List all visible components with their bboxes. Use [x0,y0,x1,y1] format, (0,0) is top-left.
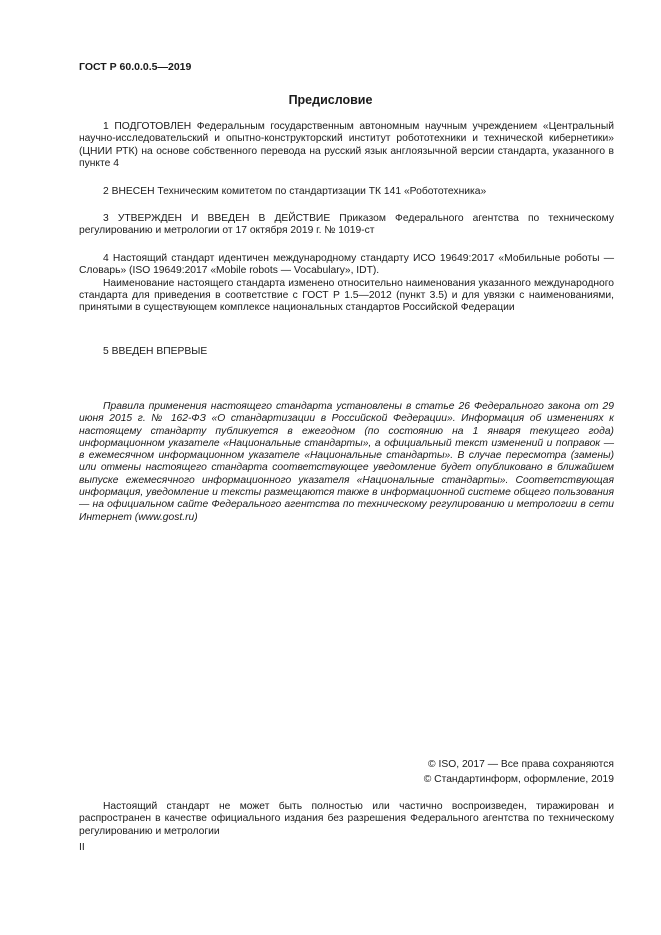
page-number: II [79,842,85,853]
section-1-text: 1 ПОДГОТОВЛЕН Федеральным государственным автономным научным учреждением «Центральный научно-исследовательский и опытно-конструкторский институт робототехники и технической кибернетики» (ЦНИИ РТК) на основе собственного перевода на русский язык англоязычной версии стандарта, указанного в пункте 4 [79,121,614,169]
page-title: Предисловие [288,93,373,107]
section-3-text: 3 УТВЕРЖДЕН И ВВЕДЕН В ДЕЙСТВИЕ Приказом Федерального агентства по техническому регулированию и метрологии от 17 октября 2019 г. № 1019-ст [79,213,614,237]
section-5-text: 5 ВВЕДЕН ВПЕРВЫЕ [103,346,208,357]
section-2 [79,186,614,198]
application-rules-text: Правила применения настоящего стандарта установлены в статье 26 Федерального закона от 29 июня 2015 г. № 162-ФЗ «О стандартизации в Российской Федерации». Информация об изменениях к настоящему стандарту публикуется в ежегодном (по состоянию на 1 января текущего года) информационном указателе «Национальные стандарты», а официальный текст изменений и поправок — в ежемесячном информационном указателе «Национальные стандарты». В случае пересмотра (замены) или отмены настоящего стандарта соответствующее уведомление будет опубликовано в ближайшем выпуске ежемесячного информационного указателя «Национальные стандарты». Соответствующая информация, уведомление и тексты размещаются также в информационной системе общего пользования — на официальном сайте Федерального агентства по техническому регулированию и метрологии в сети Интернет (www.gost.ru) [79,401,614,523]
section-2-text: 2 ВНЕСЕН Техническим комитетом по стандартизации ТК 141 «Робототехника» [103,186,487,197]
document-header: ГОСТ Р 60.0.0.5—2019 [79,61,192,73]
copyright-iso: © ISO, 2017 — Все права сохраняются [428,759,614,770]
section-4 [79,253,614,314]
section-4-text: 4 Настоящий стандарт идентичен международному стандарту ИСО 19649:2017 «Мобильные роботы — Словарь» (ISO 19649:2017 «Mobile robots — Vocabulary», IDT). [79,253,614,277]
section-3 [79,213,614,238]
application-rules-notice [79,401,614,524]
section-4-note: Наименование настоящего стандарта изменено относительно наименования указанного международного стандарта для приведения в соответствие с ГОСТ Р 1.5—2012 (пункт 3.5) и для увязки с наименованиями, принятыми в существующем комплексе национальных стандартов Российской Федерации [79,277,614,314]
section-1 [79,121,614,170]
copyright-standartinform: © Стандартинформ, оформление, 2019 [423,774,614,785]
reproduction-notice [79,801,614,838]
reproduction-notice-text: Настоящий стандарт не может быть полностью или частично воспроизведен, тиражирован и распространен в качестве официального издания без разрешения Федерального агентства по техническому регулированию и метрологии [79,801,614,837]
section-5 [79,346,614,358]
